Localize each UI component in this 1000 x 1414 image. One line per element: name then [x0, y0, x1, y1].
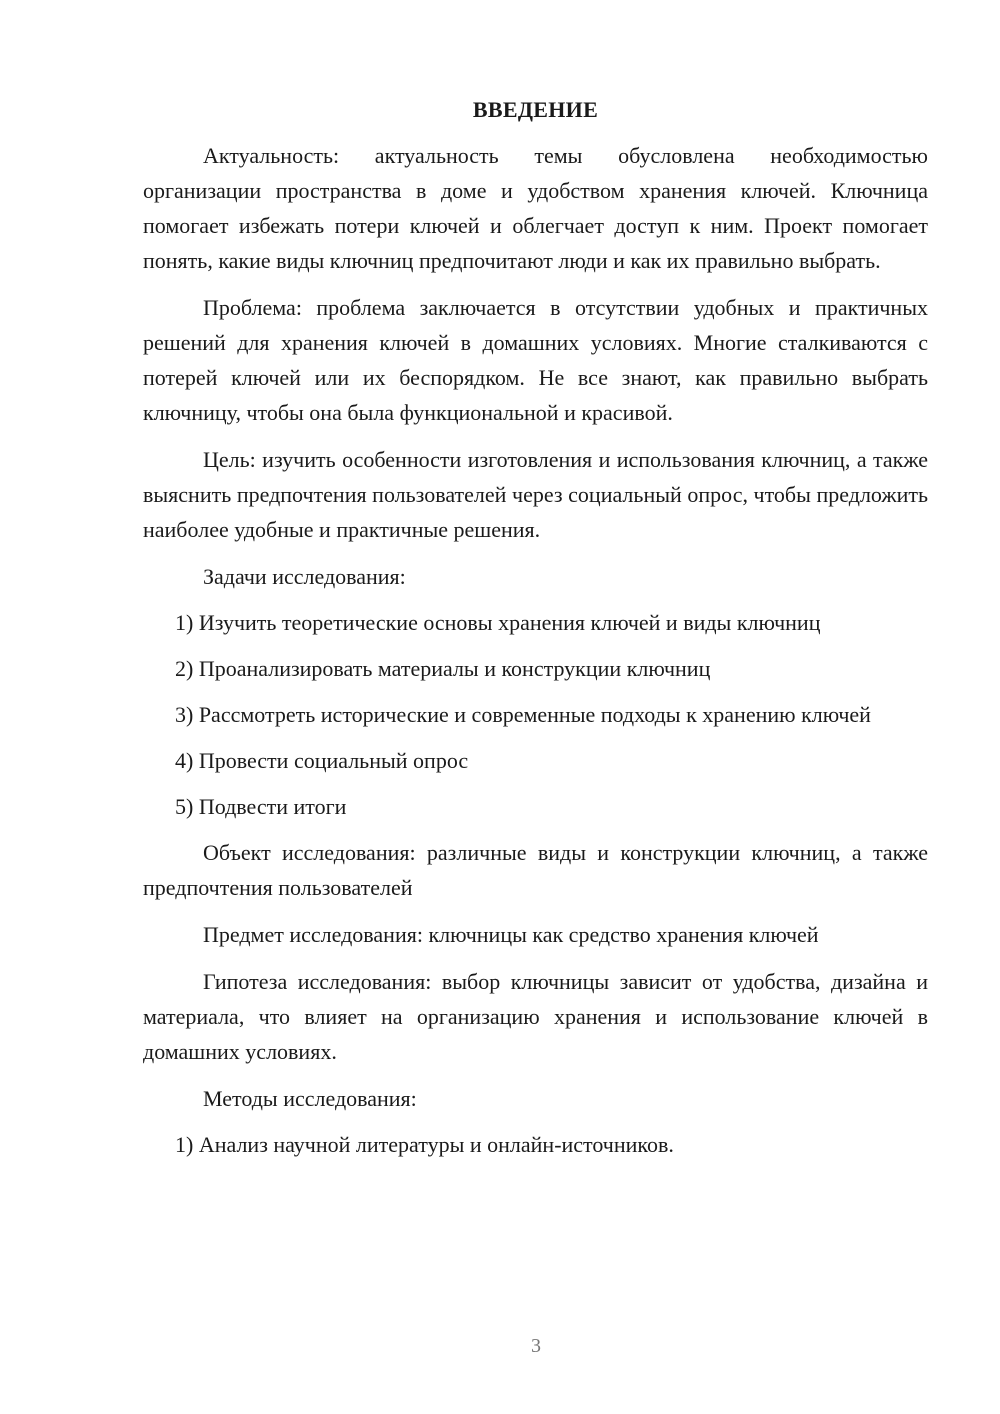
task-item: 3) Рассмотреть исторические и современные подходы к хранению ключей [175, 702, 871, 727]
page-content [143, 95, 928, 1173]
object-paragraph: Объект исследования: различные виды и конструкции ключниц, а также предпочтения пользователей [143, 840, 928, 900]
page-number: 3 [531, 1335, 541, 1357]
tasks-heading: Задачи исследования: [203, 564, 406, 589]
task-item: 2) Проанализировать материалы и конструкции ключниц [175, 656, 711, 681]
subject-paragraph: Предмет исследования: ключницы как средство хранения ключей [203, 922, 819, 947]
methods-heading: Методы исследования: [203, 1086, 417, 1111]
hypothesis-paragraph: Гипотеза исследования: выбор ключницы зависит от удобства, дизайна и материала, что влияет на организацию хранения и использование ключей в домашних условиях. [143, 969, 928, 1064]
task-item: 1) Изучить теоретические основы хранения ключей и виды ключниц [175, 610, 821, 635]
task-item: 4) Провести социальный опрос [175, 748, 469, 773]
page-title: ВВЕДЕНИЕ [472, 97, 599, 122]
problem-paragraph: Проблема: проблема заключается в отсутствии удобных и практичных решений для хранения ключей в домашних условиях. Многие сталкиваются с потерей ключей или их беспорядком. Не все знают, как правильно выбрать ключницу, чтобы она была функциональной и красивой. [143, 295, 928, 425]
goal-paragraph: Цель: изучить особенности изготовления и использования ключниц, а также выяснить предпочтения пользователей через социальный опрос, чтобы предложить наиболее удобные и практичные решения. [143, 447, 928, 542]
method-item: 1) Анализ научной литературы и онлайн-источников. [175, 1132, 674, 1157]
relevance-paragraph: Актуальность: актуальность темы обусловлена необходимостью организации пространства в доме и удобством хранения ключей. Ключница помогает избежать потери ключей и облегчает доступ к ним. Проект помогает понять, какие виды ключниц предпочитают люди и как их правильно выбрать. [143, 143, 928, 273]
task-item: 5) Подвести итоги [175, 794, 347, 819]
